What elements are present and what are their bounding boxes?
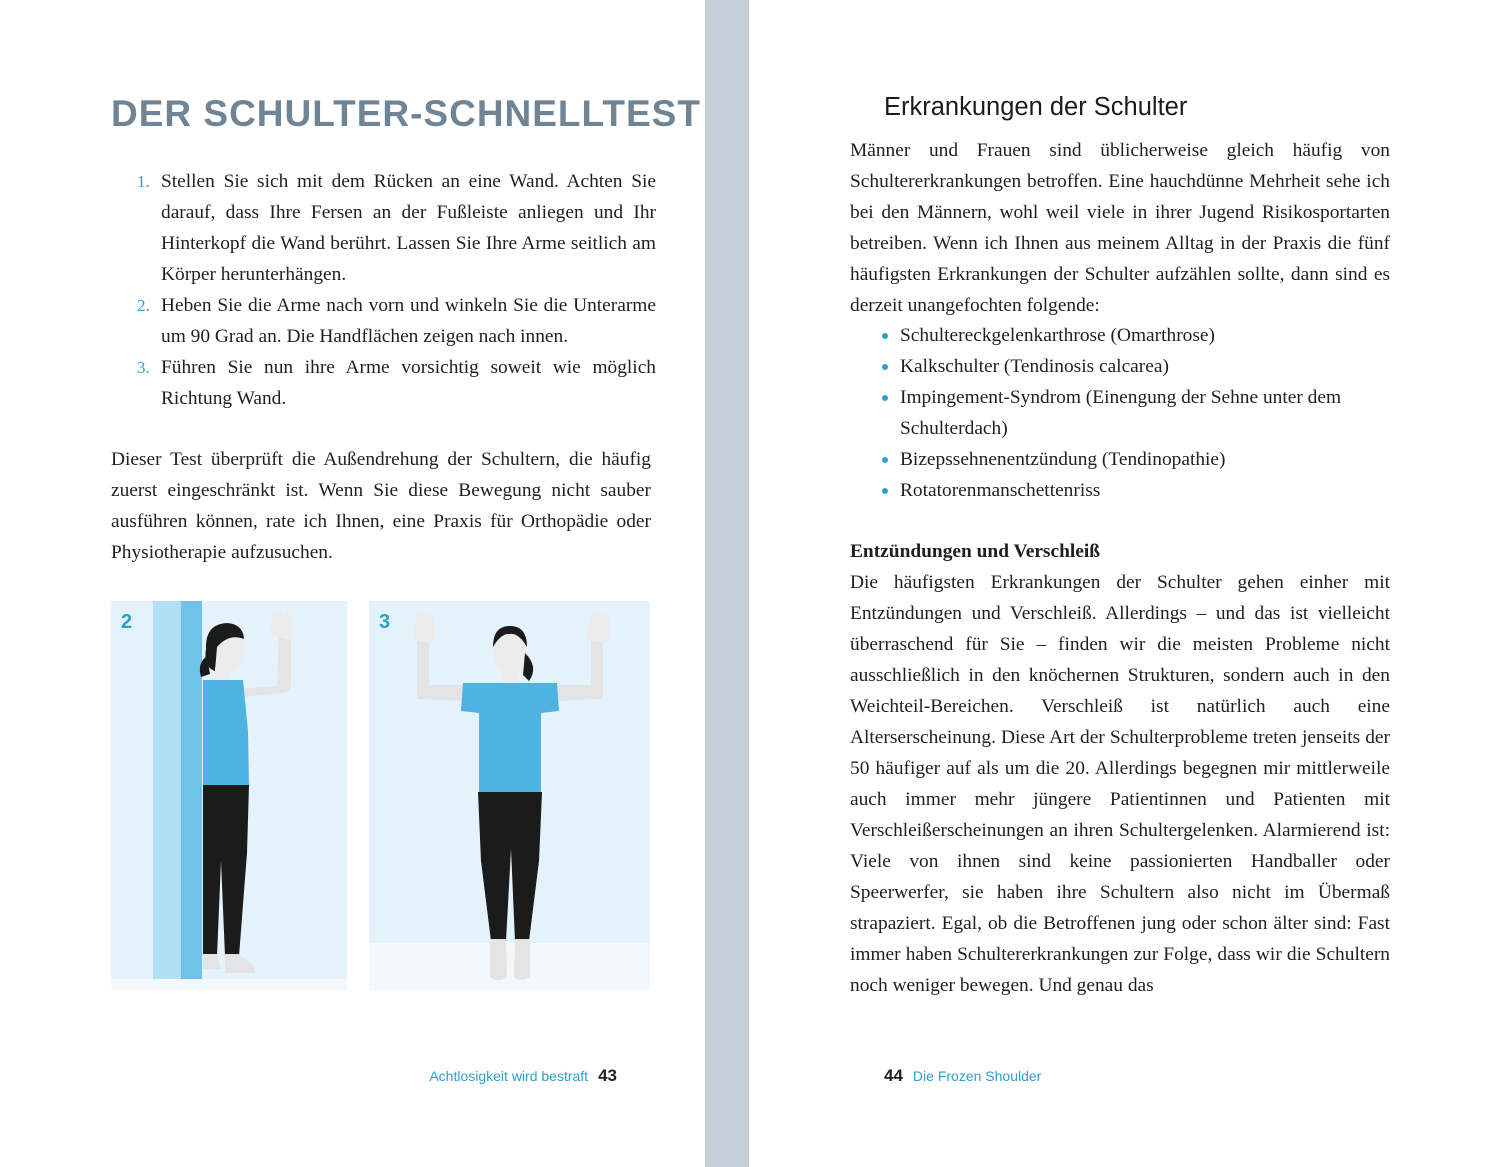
bullet-icon — [882, 457, 888, 463]
chapter-title: DER SCHULTER-SCHNELLTEST — [111, 93, 701, 134]
list-item — [850, 475, 1390, 506]
foot — [514, 939, 530, 980]
list-item — [850, 382, 1390, 444]
bullet-icon — [882, 488, 888, 494]
body-paragraph: Die häufigsten Erkrankungen der Schulter gehen einher mit Entzündungen und Verschleiß. Allerdings – und das ist vielleicht überraschend für Sie – finden wir die meisten Probleme nicht ausschließlich in den knöchernen Strukturen, sondern auch in den Weichteil-Bereichen. Verschleiß ist natürlich auch eine Alterserscheinung. Diese Art der Schulterprobleme treten jenseits der 50 häufiger auf als um die 20. Allerdings begegnen mir mittlerweile auch immer mehr jüngere Patientinnen und Patienten mit Verschleißerscheinungen an ihren Schultergelenken. Alarmierend ist: Viele von ihnen sind keine passionierten Handballer oder Speerwerfer, sie haben ihre Schultern also nicht im Übermaß strapaziert. Egal, ob die Betroffenen jung oder schon älter sind: Fast immer haben Schultererkrankungen zur Folge, dass wir die Schultern noch weniger bewegen. Und genau das — [850, 572, 1390, 996]
step-item — [111, 352, 656, 414]
step-number: 3. — [137, 358, 150, 377]
trousers — [203, 785, 249, 956]
list-item — [850, 320, 1390, 351]
subheading: Entzündungen und Verschleiß — [850, 541, 1101, 562]
intro-paragraph: Männer und Frauen sind üblicherweise gleich häufig von Schultererkrankungen betroffen. Eine hauchdünne Mehrheit sehe ich bei den Männern, wohl weil viele in ihrer Jugend Risikosportarten betreiben. Wenn ich Ihnen aus meinem Alltag in der Praxis die fünf häufigsten Erkrankungen der Schulter aufzählen sollte, dann sind es derzeit unangefochten folgende: — [850, 140, 1390, 316]
book-gutter — [705, 0, 749, 1167]
wall — [181, 601, 202, 979]
figure-step-3 — [369, 601, 650, 990]
floor — [369, 943, 650, 990]
foot — [225, 954, 255, 973]
section-heading: Erkrankungen der Schulter — [884, 93, 1188, 121]
neck — [503, 669, 517, 683]
foot — [203, 954, 221, 969]
step-number: 2. — [137, 296, 150, 315]
hand — [271, 611, 293, 641]
figure-label: 2 — [121, 611, 133, 633]
test-description-paragraph: Dieser Test überprüft die Außendrehung der Schultern, die häufig zuerst eingeschränkt ist. Wenn Sie diese Bewegung nicht sauber ausführen können, rate ich Ihnen, eine Praxis für Orthopädie oder Physiotherapie aufzusuchen. — [111, 449, 651, 563]
list-item-text: Impingement-Syndrom (Einengung der Sehne unter dem Schulterdach) — [900, 387, 1342, 439]
figure-step-2 — [111, 601, 347, 990]
shirt — [203, 680, 249, 786]
side-view-illustration — [111, 601, 347, 990]
left-footer — [0, 1066, 617, 1086]
list-item-text: Schultereckgelenkarthrose (Omarthrose) — [900, 325, 1215, 346]
floor — [111, 979, 347, 990]
step-number: 1. — [137, 172, 150, 191]
bullet-icon — [882, 364, 888, 370]
right-arm — [555, 632, 603, 702]
shirt — [461, 683, 559, 793]
list-item — [850, 351, 1390, 382]
right-footer — [884, 1066, 1041, 1086]
page-number: 43 — [598, 1066, 617, 1085]
left-page — [0, 0, 705, 1167]
running-head: Achtlosigkeit wird bestraft — [429, 1068, 589, 1084]
left-hand — [413, 613, 435, 643]
trousers — [478, 792, 542, 941]
step-text: Führen Sie nun ihre Arme vorsichtig soweit wie möglich Richtung Wand. — [161, 357, 656, 409]
steps-list — [111, 166, 656, 414]
list-item — [850, 444, 1390, 475]
list-item-text: Bizepssehnenentzündung (Tendinopathie) — [900, 449, 1226, 470]
list-item-text: Kalkschulter (Tendinosis calcarea) — [900, 356, 1169, 377]
running-head: Die Frozen Shoulder — [912, 1068, 1042, 1084]
page-number: 44 — [884, 1066, 903, 1085]
list-item-text: Rotatorenmanschettenriss — [900, 480, 1101, 501]
conditions-list — [850, 320, 1390, 506]
figure-label: 3 — [379, 611, 391, 633]
step-item — [111, 290, 656, 352]
step-text: Stellen Sie sich mit dem Rücken an eine Wand. Achten Sie darauf, dass Ihre Fersen an der Fußleiste anliegen und Ihr Hinterkopf die Wand berührt. Lassen Sie Ihre Arme seitlich am Körper herunterhängen. — [161, 171, 656, 285]
bullet-icon — [882, 395, 888, 401]
bullet-icon — [882, 333, 888, 339]
neck — [215, 667, 229, 681]
step-item — [111, 166, 656, 290]
step-text: Heben Sie die Arme nach vorn und winkeln Sie die Unterarme um 90 Grad an. Die Handflächen zeigen nach innen. — [161, 295, 656, 347]
right-hand — [587, 613, 609, 643]
foot — [490, 939, 507, 980]
front-view-illustration — [369, 601, 650, 990]
